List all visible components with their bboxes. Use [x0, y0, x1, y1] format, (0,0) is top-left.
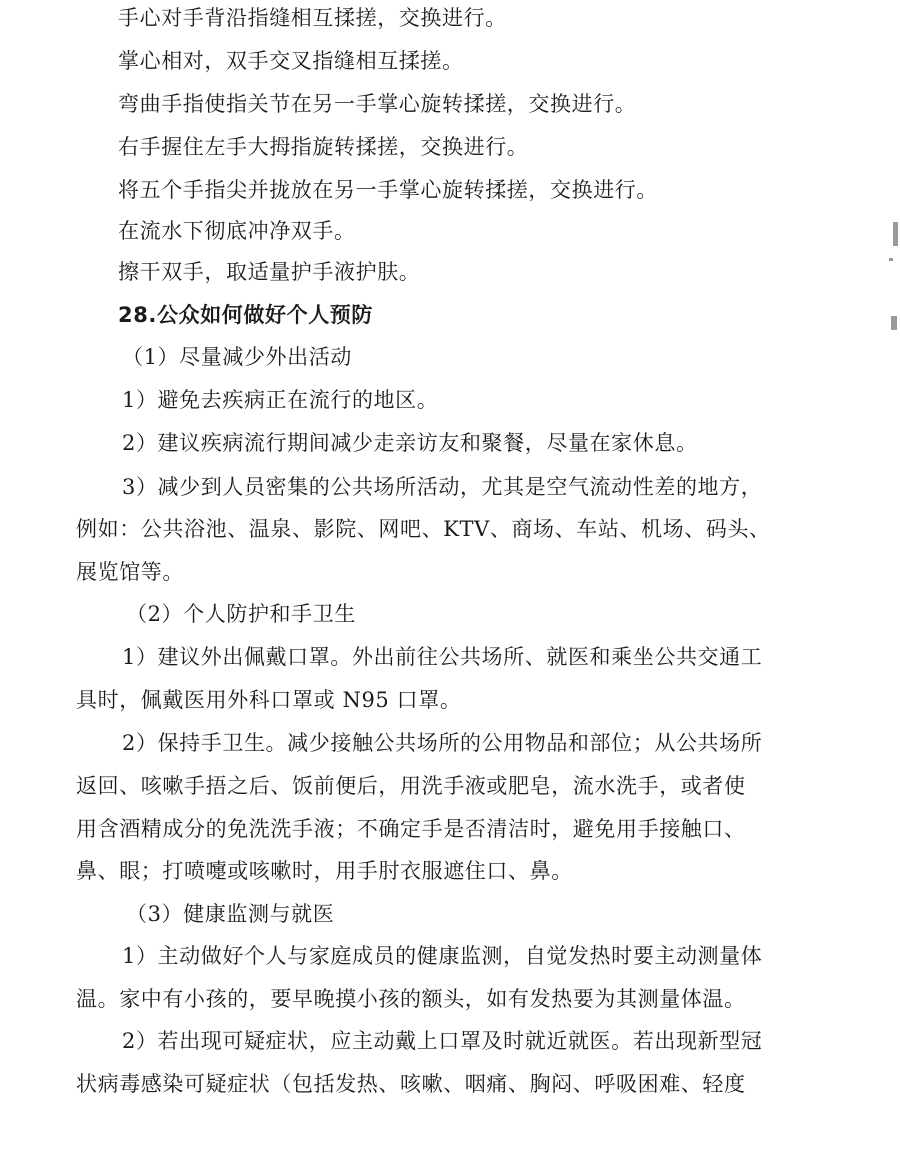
- hand-washing-step: 弯曲手指使指关节在另一手掌心旋转揉搓，交换进行。: [118, 92, 637, 116]
- scan-edge-mark: [889, 258, 893, 261]
- paragraph-line: 3）减少到人员密集的公共场所活动，尤其是空气流动性差的地方，: [122, 475, 763, 499]
- paragraph-line: 2）若出现可疑症状，应主动戴上口罩及时就近就医。若出现新型冠: [122, 1029, 763, 1053]
- paragraph-line: 2）建议疾病流行期间减少走亲访友和聚餐，尽量在家休息。: [122, 431, 698, 455]
- paragraph-line: 例如：公共浴池、温泉、影院、网吧、KTV、商场、车站、机场、码头、: [76, 517, 771, 541]
- hand-washing-step: 在流水下彻底冲净双手。: [118, 219, 356, 243]
- paragraph-line: 1）建议外出佩戴口罩。外出前往公共场所、就医和乘坐公共交通工: [122, 645, 763, 669]
- hand-washing-step: 手心对手背沿指缝相互揉搓，交换进行。: [118, 6, 507, 30]
- paragraph-line: 1）主动做好个人与家庭成员的健康监测，自觉发热时要主动测量体: [122, 944, 763, 968]
- paragraph-line: 用含酒精成分的免洗洗手液；不确定手是否清洁时，避免用手接触口、: [76, 817, 746, 841]
- scan-edge-mark: [891, 316, 897, 330]
- paragraph-line: 温。家中有小孩的，要早晚摸小孩的额头，如有发热要为其测量体温。: [76, 987, 746, 1011]
- paragraph-line: 返回、咳嗽手捂之后、饭前便后，用洗手液或肥皂，流水洗手，或者使: [76, 774, 746, 798]
- hand-washing-step: 右手握住左手大拇指旋转揉搓，交换进行。: [118, 135, 529, 159]
- paragraph-line: 具时，佩戴医用外科口罩或 N95 口罩。: [76, 688, 462, 712]
- scan-edge-mark: [893, 222, 898, 246]
- subsection-title: （2）个人防护和手卫生: [126, 602, 356, 626]
- hand-washing-step: 擦干双手，取适量护手液护肤。: [118, 260, 421, 284]
- paragraph-line: 鼻、眼；打喷嚏或咳嗽时，用手肘衣服遮住口、鼻。: [76, 859, 573, 883]
- section-heading: 28.公众如何做好个人预防: [118, 303, 374, 327]
- paragraph-line: 1）避免去疾病正在流行的地区。: [122, 388, 439, 412]
- subsection-title: （1）尽量减少外出活动: [122, 345, 352, 369]
- hand-washing-step: 掌心相对，双手交叉指缝相互揉搓。: [118, 49, 464, 73]
- paragraph-line: 2）保持手卫生。减少接触公共场所的公用物品和部位；从公共场所: [122, 731, 763, 755]
- paragraph-line: 展览馆等。: [76, 560, 184, 584]
- subsection-title: （3）健康监测与就医: [126, 902, 335, 926]
- hand-washing-step: 将五个手指尖并拢放在另一手掌心旋转揉搓，交换进行。: [118, 178, 658, 202]
- paragraph-line: 状病毒感染可疑症状（包括发热、咳嗽、咽痛、胸闷、呼吸困难、轻度: [76, 1072, 746, 1096]
